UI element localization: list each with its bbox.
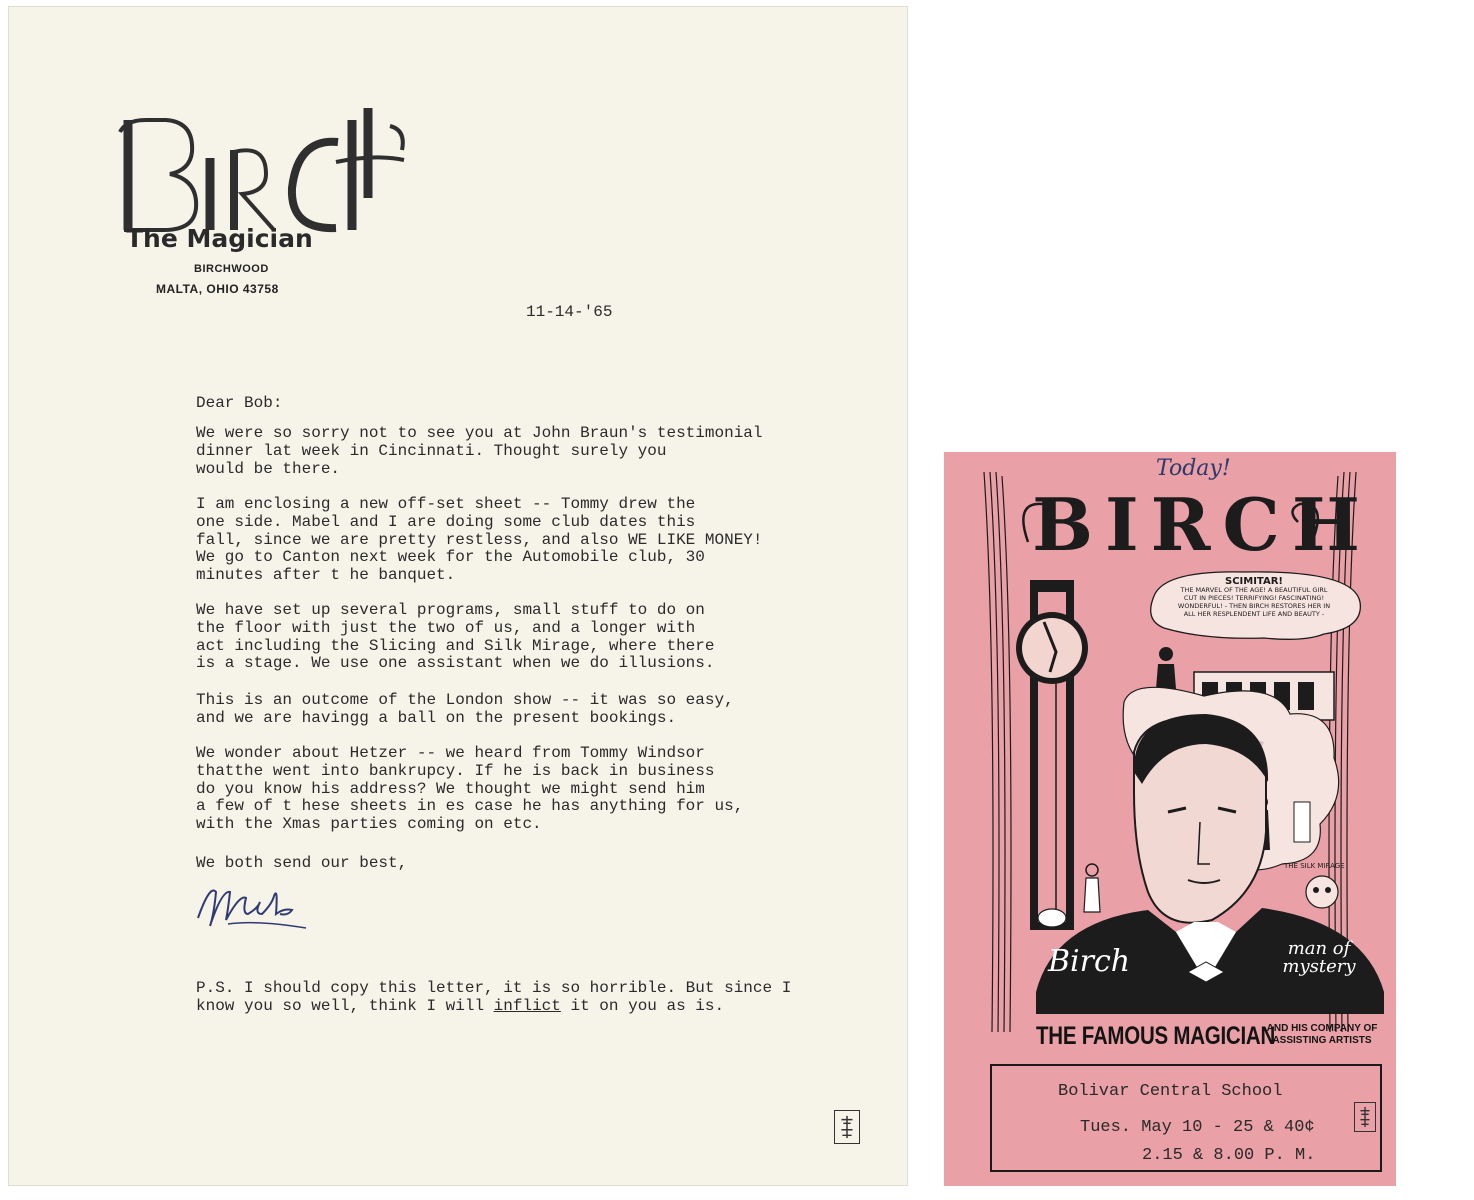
paragraph-4: This is an outcome of the London show -- it was so easy, and we are havingg a ball on the present bookings. — [196, 691, 734, 727]
portrait-caption-tagline: man of mystery — [1282, 938, 1356, 977]
postscript-underlined-word: inflict — [493, 996, 561, 1015]
show-times: 2.15 & 8.00 P. M. — [1142, 1146, 1316, 1165]
letter-page — [8, 6, 908, 1186]
scimitar-title: SCIMITAR! — [1225, 576, 1283, 587]
scimitar-description: THE MARVEL OF THE AGE! A BEAUTIFUL GIRL CUT IN PIECES! TERRIFYING! FASCINATING! WONDERFUL! - THEN BIRCH RESTORES HER IN ALL HER RESPLENDENT LIFE AND BEAUTY - — [1177, 586, 1331, 618]
union-bug-icon — [834, 1110, 860, 1144]
paragraph-3: We have set up several programs, small stuff to do on the floor with just the two of us, and a longer with act including the Slicing and Silk Mirage, where there is a stage. We use one assistant when we do illusions. — [196, 601, 715, 673]
headline: THE FAMOUS MAGICIAN — [1036, 1022, 1276, 1050]
scimitar-bubble — [1174, 578, 1334, 618]
handwritten-today: Today! — [1156, 456, 1231, 481]
salutation: Dear Bob: — [196, 394, 283, 412]
union-bug-icon — [1354, 1102, 1376, 1132]
portrait-caption-name: Birch — [1048, 944, 1131, 979]
silk-mirage-label: THE SILK MIRAGE — [1284, 862, 1345, 870]
signature — [188, 874, 318, 934]
letterhead-address: MALTA, OHIO 43758 — [156, 282, 279, 296]
flyer-page — [944, 452, 1396, 1186]
postscript — [196, 980, 836, 1016]
letterhead-estate: BIRCHWOOD — [194, 263, 269, 275]
postscript-text-start: P.S. I should copy this letter, it is so horrible. But since I know you so well, think I will — [196, 979, 792, 1015]
paragraph-5: We wonder about Hetzer -- we heard from Tommy Windsor thatthe went into bankrupcy. If he is back in business do you know his address? We thought we might send him a few of t hese sheets in es case he has anything for us, with the Xmas parties coming on etc. — [196, 744, 744, 834]
paragraph-2: I am enclosing a new off-set sheet -- Tommy drew the one side. Mabel and I are doing some club dates this fall, since we are pretty restless, and also WE LIKE MONEY! We go to Canton next week for the Automobile club, 30 minutes after t he banquet. — [196, 495, 763, 585]
letterhead-subtitle: The Magician — [126, 224, 313, 253]
flyer-title: BIRCH — [1032, 482, 1372, 567]
company-line: AND HIS COMPANY OF ASSISTING ARTISTS — [1266, 1023, 1378, 1046]
venue-name: Bolivar Central School — [1058, 1082, 1283, 1101]
birch-logo — [106, 90, 406, 240]
show-date-price: Tues. May 10 - 25 & 40¢ — [1080, 1118, 1315, 1137]
letter-date: 11-14-'65 — [526, 303, 613, 321]
paragraph-1: We were so sorry not to see you at John Braun's testimonial dinner lat week in Cincinnati. Thought surely you would be there. — [196, 424, 763, 478]
postscript-text-end: it on you as is. — [560, 996, 725, 1015]
closing-line: We both send our best, — [196, 854, 408, 872]
